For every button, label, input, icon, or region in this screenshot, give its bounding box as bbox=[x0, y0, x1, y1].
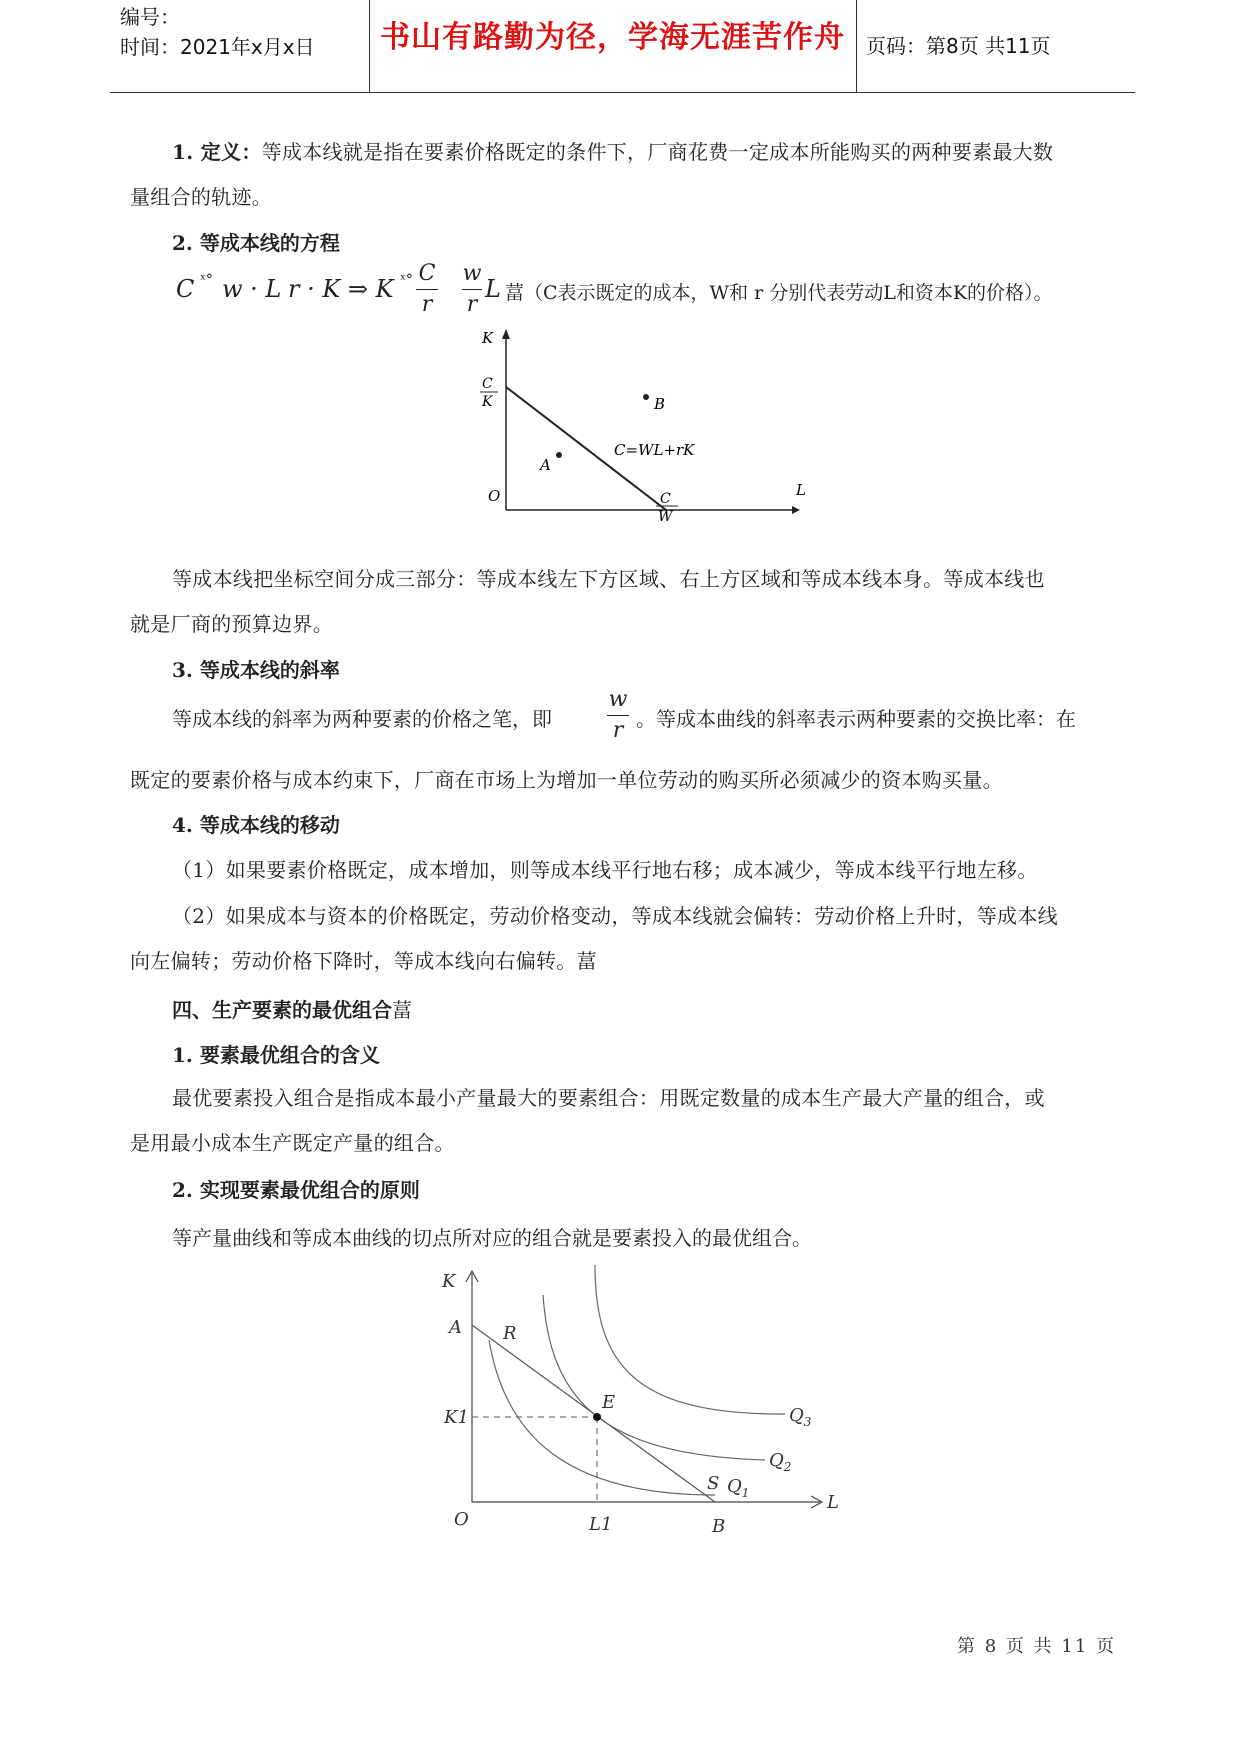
header-meta bbox=[120, 2, 315, 62]
optimal-combination-diagram bbox=[425, 1255, 865, 1545]
section-1-definition bbox=[130, 130, 1120, 220]
eq-left: C bbox=[176, 275, 195, 303]
fig2-axis-l: L bbox=[827, 1492, 839, 1513]
fig2-label-b: B bbox=[712, 1516, 726, 1537]
fig2-label-l1: L1 bbox=[589, 1514, 613, 1535]
part-4-sub-2-text: 等产量曲线和等成本曲线的切点所对应的组合就是要素投入的最优组合。 bbox=[172, 1226, 812, 1250]
fig1-y-intercept-bot: K bbox=[482, 394, 493, 410]
fig2-q2-label: $Q_2$ bbox=[769, 1450, 792, 1474]
section-3-line1b: 。等成本曲线的斜率表示两种要素的交换比率：在 bbox=[636, 707, 1076, 731]
section-4-item-1: （1）如果要素价格既定，成本增加，则等成本线平行地右移；成本减少，等成本线平行地左移。 bbox=[172, 858, 1038, 882]
fig1-x-intercept-top: C bbox=[660, 491, 671, 507]
fig1-point-a: A bbox=[540, 456, 551, 474]
header-rule bbox=[110, 92, 1135, 93]
number-label: 编号： bbox=[120, 5, 180, 29]
section-3-line1a: 等成本线的斜率为两种要素的价格之笔，即 bbox=[172, 707, 552, 731]
part-4-sub-2-title: 2. 实现要素最优组合的原则 bbox=[172, 1178, 420, 1202]
fig1-y-intercept-top: C bbox=[482, 376, 493, 392]
eq-l: L bbox=[485, 275, 501, 303]
fig2-label-s: S bbox=[707, 1473, 720, 1494]
slope-fraction: w r bbox=[608, 687, 628, 743]
section-3-line2: 既定的要素价格与成本约束下，厂商在市场上为增加一单位劳动的购买所必须减少的资本购买量。 bbox=[130, 768, 1003, 792]
paragraph-budget-boundary: 等成本线把坐标空间分成三部分：等成本线左下方区域、右上方区域和等成本线本身。等成本线也 就是厂商的预算边界。 bbox=[130, 567, 1045, 636]
fig1-axis-k: K bbox=[482, 329, 494, 347]
fig1-point-b: B bbox=[654, 395, 666, 413]
section-4-title: 4. 等成本线的移动 bbox=[172, 813, 340, 837]
fig2-label-r: R bbox=[503, 1323, 517, 1344]
time-label: 时间：2021年x月x日 bbox=[120, 35, 315, 59]
fig2-label-a: A bbox=[449, 1317, 462, 1338]
section-2-title: 2. 等成本线的方程 bbox=[172, 231, 340, 255]
fig1-x-intercept-bot: W bbox=[658, 509, 673, 525]
fig2-label-k1: K1 bbox=[444, 1407, 469, 1428]
header-motto: 书山有路勤为径，学海无涯苦作舟 bbox=[380, 20, 845, 55]
fig2-axis-k: K bbox=[442, 1271, 456, 1292]
eq-fraction-c-r: C r bbox=[416, 262, 438, 317]
fig1-axis-l: L bbox=[796, 481, 806, 499]
eq-fraction-w-r: w r bbox=[462, 261, 482, 317]
part-4-sub-1-text: 最优要素投入组合是指成本最小产量最大的要素组合：用既定数量的成本生产最大产量的组合，或 是用最小成本生产既定产量的组合。 bbox=[130, 1086, 1045, 1155]
fig2-origin: O bbox=[454, 1509, 469, 1530]
eq-w-l: w · L bbox=[222, 275, 282, 303]
fig2-q3-label: $Q_3$ bbox=[789, 1405, 812, 1429]
fig2-label-e: E bbox=[602, 1392, 616, 1413]
section-4-item-2: （2）如果成本与资本的价格既定，劳动价格变动，等成本线就会偏转：劳动价格上升时，等成本线 向左偏转；劳动价格下降时，等成本线向右偏转。葍 bbox=[130, 904, 1058, 973]
section-1-text-cont: 量组合的轨迹。 bbox=[130, 185, 273, 209]
isocost-diagram bbox=[470, 325, 820, 530]
header-divider-right bbox=[856, 0, 857, 92]
eq-note: 葍（C表示既定的成本，W和 r 分别代表劳动L和资本K的价格）。 bbox=[505, 282, 1053, 304]
part-4-title: 四、生产要素的最优组合葍 bbox=[172, 998, 412, 1022]
footer-page-number: 第 8 页 共 11 页 bbox=[957, 1636, 1116, 1657]
fig1-origin: O bbox=[488, 487, 501, 505]
part-4-sub-1-title: 1. 要素最优组合的含义 bbox=[172, 1043, 380, 1067]
section-1-title: 1. 定义： bbox=[172, 140, 262, 164]
header-page-info: 页码：第8页 共11页 bbox=[866, 34, 1051, 58]
fig1-line-label: C=WL+rK bbox=[614, 441, 695, 459]
eq-r-k: r · K ⇒ K bbox=[288, 275, 394, 303]
fig2-q1-label: $Q_1$ bbox=[727, 1476, 750, 1500]
section-1-text: 等成本线就是指在要素价格既定的条件下，厂商花费一定成本所能购买的两种要素最大数 bbox=[261, 140, 1054, 164]
section-3-title: 3. 等成本线的斜率 bbox=[172, 658, 340, 682]
